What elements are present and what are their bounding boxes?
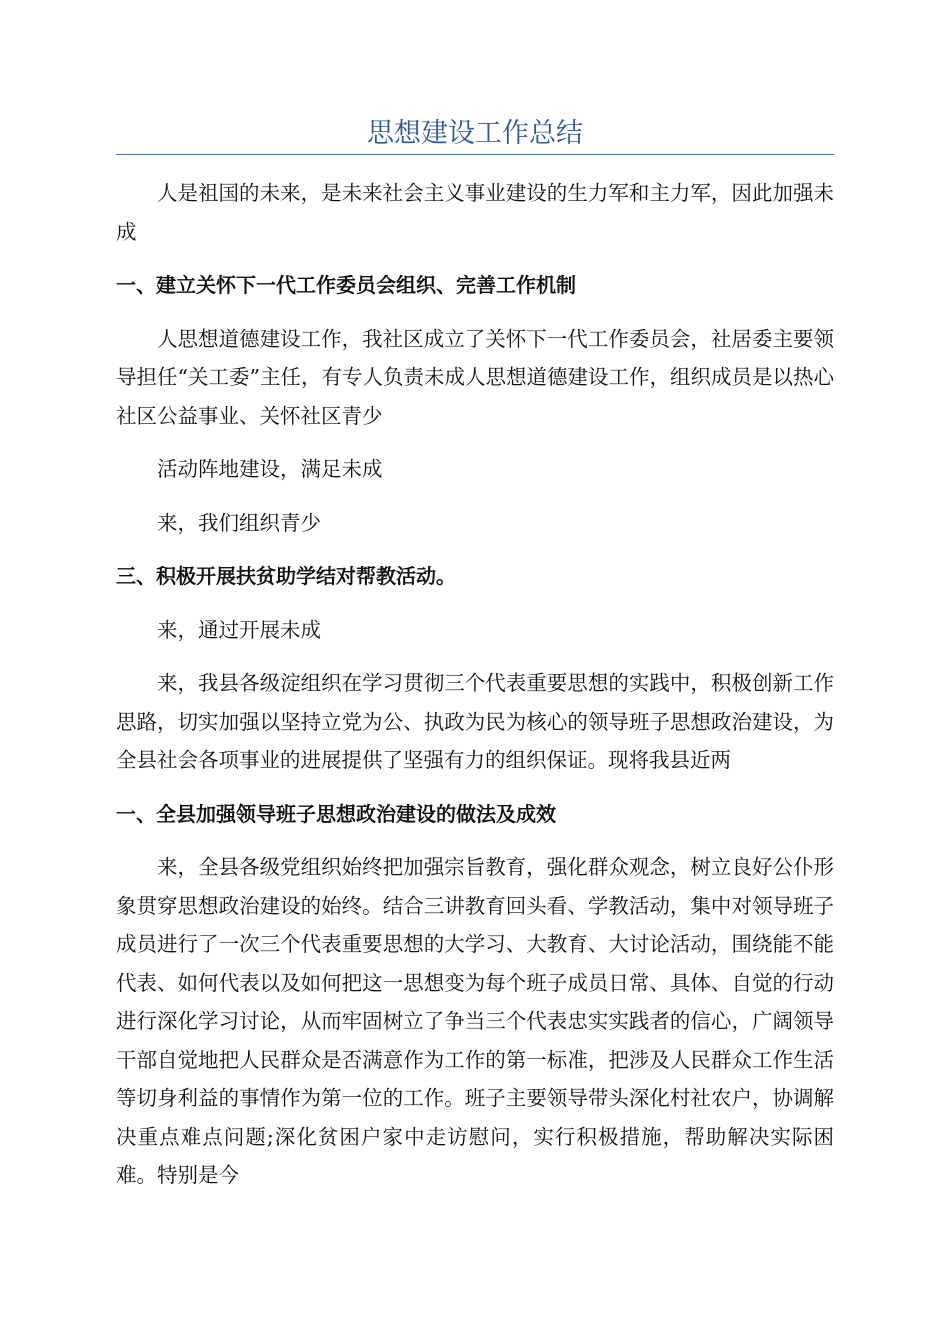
paragraph-county-intro: 来，我县各级淀组织在学习贯彻三个代表重要思想的实践中，积极创新工作思路，切实加强以坚持立党为公、执政为民为核心的领导班子思想政治建设，为全县社会各项事业的进展提供了坚强有力的组织保证。现将我县近两 (116, 671, 834, 772)
section-heading-3: 三、积极开展扶贫助学结对帮教活动。 (116, 564, 456, 588)
paragraph-committee: 人思想道德建设工作，我社区成立了关怀下一代工作委员会，社居委主要领导担任“关工委”主任，有专人负责未成人思想道德建设工作，组织成员是以热心社区公益事业、关怀社区青少 (116, 326, 834, 428)
section-heading-1: 一、建立关怀下一代工作委员会组织、完善工作机制 (116, 273, 576, 297)
title-underline (116, 154, 834, 155)
paragraph-intro: 人是祖国的未来，是未来社会主义事业建设的生力军和主力军，因此加强未成 (116, 181, 834, 244)
document-title: 思想建设工作总结 (367, 118, 583, 149)
paragraph-venue: 活动阵地建设，满足未成 (157, 457, 383, 481)
section-heading-county: 一、全县加强领导班子思想政治建设的做法及成效 (116, 801, 556, 826)
paragraph-county-detail: 来，全县各级党组织始终把加强宗旨教育，强化群众观念，树立良好公仆形象贯穿思想政治建设的始终。结合三讲教育回头看、学教活动，集中对领导班子成员进行了一次三个代表重要思想的大学习、大教育、大讨论活动，围绕能不能代表、如何代表以及如何把这一思想变为每个班子成员日常、具体、自觉的行动进行深化学习讨论，从而牢固树立了争当三个代表忠实实践者的信心，广阔领导干部自觉地把人民群众是否满意作为工作的第一标准，把涉及人民群众工作生活等切身利益的事情作为第一位的工作。班子主要领导带头深化村社农户，协调解决重点难点问题;深化贫困户家中走访慰问，实行积极措施，帮助解决实际困难。特别是今 (116, 855, 834, 1187)
paragraph-activities: 来，通过开展未成 (157, 617, 321, 642)
paragraph-organize: 来，我们组织青少 (157, 510, 321, 535)
document-body (116, 174, 834, 1210)
